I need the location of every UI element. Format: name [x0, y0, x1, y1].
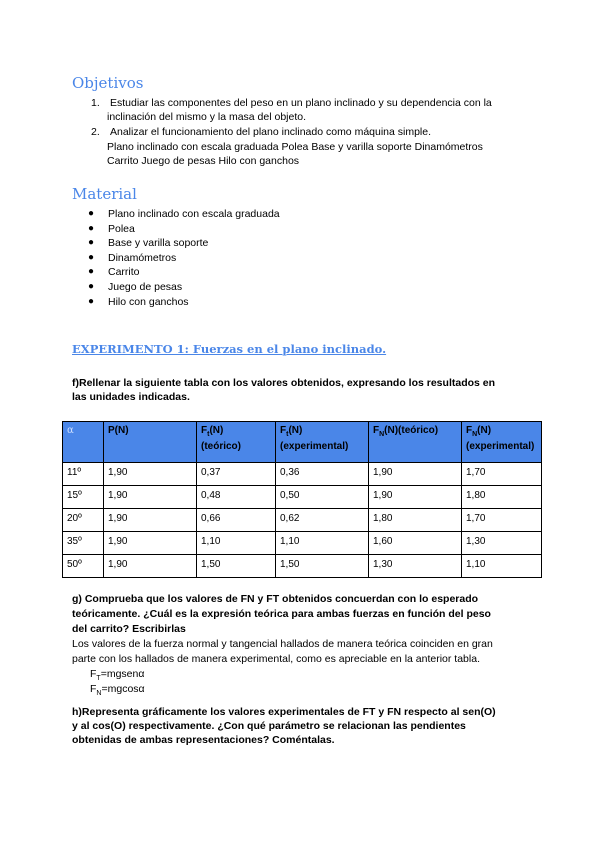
question-f-line2: las unidades indicadas. [72, 391, 190, 403]
question-h-line3: obtenidas de ambas representaciones? Coméntalas. [72, 734, 335, 746]
cell-p: 1,90 [104, 509, 197, 532]
cell-alpha: 35º [63, 532, 104, 555]
table-row [63, 532, 542, 555]
cell-ft-experimental: 1,50 [276, 555, 369, 578]
bullet-icon: ● [88, 252, 95, 263]
question-h-line1: h)Representa gráficamente los valores experimentales de FT y FN respecto al sen(O) [72, 706, 496, 718]
cell-fn-experimental: 1,80 [462, 486, 542, 509]
material-heading: Material [72, 185, 137, 203]
cell-ft-experimental: 0,50 [276, 486, 369, 509]
cell-p: 1,90 [104, 555, 197, 578]
objetivo-2-number: 2. [91, 126, 100, 138]
table-row [63, 463, 542, 486]
cell-p: 1,90 [104, 463, 197, 486]
material-item: Polea [108, 223, 135, 235]
table-row [63, 555, 542, 578]
cell-alpha: 20º [63, 509, 104, 532]
cell-fn-experimental: 1,70 [462, 463, 542, 486]
cell-ft-teorico: 0,66 [197, 509, 276, 532]
header-ft-experimental: $F_t(N)$ (experimental) [276, 422, 369, 463]
objetivo-1-number: 1. [91, 97, 100, 109]
material-item: Juego de pesas [108, 281, 183, 293]
objetivos-heading: Objetivos [72, 74, 144, 92]
question-g-line2: teóricamente. ¿Cuál es la expresión teórica para ambas fuerzas en función del peso [72, 608, 491, 620]
cell-fn-teorico: 1,60 [369, 532, 462, 555]
material-item: Base y varilla soporte [108, 237, 209, 249]
header-ft-teorico: $F_t(N)$ (teórico) [197, 422, 276, 463]
objetivo-2-line2: Plano inclinado con escala graduada Polea Base y varilla soporte Dinamómetros [107, 141, 483, 153]
material-item: Hilo con ganchos [108, 296, 189, 308]
objetivo-1-line1: Estudiar las componentes del peso en un plano inclinado y su dependencia con la [110, 97, 492, 109]
cell-p: 1,90 [104, 486, 197, 509]
question-g-line3: del carrito? Escribirlas [72, 623, 186, 635]
cell-ft-teorico: 1,10 [197, 532, 276, 555]
bullet-icon: ● [88, 208, 95, 219]
cell-alpha: 15º [63, 486, 104, 509]
question-g-line1: g) Comprueba que los valores de FN y FT obtenidos concuerdan con lo esperado [72, 593, 479, 605]
question-f-line1: f)Rellenar la siguiente tabla con los valores obtenidos, expresando los resultados en [72, 377, 496, 389]
question-h-line2: y al cos(O) respectivamente. ¿Con qué parámetro se relacionan las pendientes [72, 720, 466, 732]
objetivo-2-line3: Carrito Juego de pesas Hilo con ganchos [107, 155, 300, 167]
cell-ft-teorico: 0,48 [197, 486, 276, 509]
objetivo-2-line1: Analizar el funcionamiento del plano inclinado como máquina simple. [110, 126, 432, 138]
table-row [63, 486, 542, 509]
bullet-icon: ● [88, 237, 95, 248]
bullet-icon: ● [88, 281, 95, 292]
cell-ft-teorico: 1,50 [197, 555, 276, 578]
cell-fn-experimental: 1,10 [462, 555, 542, 578]
material-item: Dinamómetros [108, 252, 177, 264]
header-fn-experimental: $F_N(N)$ (experimental) [462, 422, 542, 463]
header-fn-teorico: $F_N(N)(teórico)$ [369, 422, 462, 463]
cell-ft-experimental: 0,36 [276, 463, 369, 486]
experimento-heading: EXPERIMENTO 1: Fuerzas en el plano inclinado. [72, 342, 387, 356]
formula-ft: $F_T=mgsen\alpha$ [90, 668, 145, 683]
header-p: P(N) [104, 422, 197, 463]
cell-fn-experimental: 1,70 [462, 509, 542, 532]
bullet-icon: ● [88, 266, 95, 277]
cell-alpha: 50º [63, 555, 104, 578]
table-header-row [63, 422, 542, 463]
formula-fn: $F_N=mgcos\alpha$ [90, 683, 145, 698]
answer-g-line2: parte con los hallados de manera experimental, como es apreciable en la anterior tabla. [72, 653, 480, 665]
cell-fn-teorico: 1,80 [369, 509, 462, 532]
cell-fn-experimental: 1,30 [462, 532, 542, 555]
cell-fn-teorico: 1,90 [369, 463, 462, 486]
cell-ft-experimental: 0,62 [276, 509, 369, 532]
forces-table [62, 421, 542, 578]
answer-g-line1: Los valores de la fuerza normal y tangencial hallados de manera teórica coinciden en gran [72, 638, 493, 650]
bullet-icon: ● [88, 223, 95, 234]
cell-ft-teorico: 0,37 [197, 463, 276, 486]
material-item: Carrito [108, 266, 140, 278]
cell-fn-teorico: 1,30 [369, 555, 462, 578]
cell-p: 1,90 [104, 532, 197, 555]
table-row [63, 509, 542, 532]
bullet-icon: ● [88, 296, 95, 307]
cell-fn-teorico: 1,90 [369, 486, 462, 509]
material-item: Plano inclinado con escala graduada [108, 208, 280, 220]
cell-alpha: 11º [63, 463, 104, 486]
cell-ft-experimental: 1,10 [276, 532, 369, 555]
objetivo-1-line2: inclinación del mismo y la masa del objeto. [107, 111, 307, 123]
header-alpha: α [63, 422, 104, 463]
